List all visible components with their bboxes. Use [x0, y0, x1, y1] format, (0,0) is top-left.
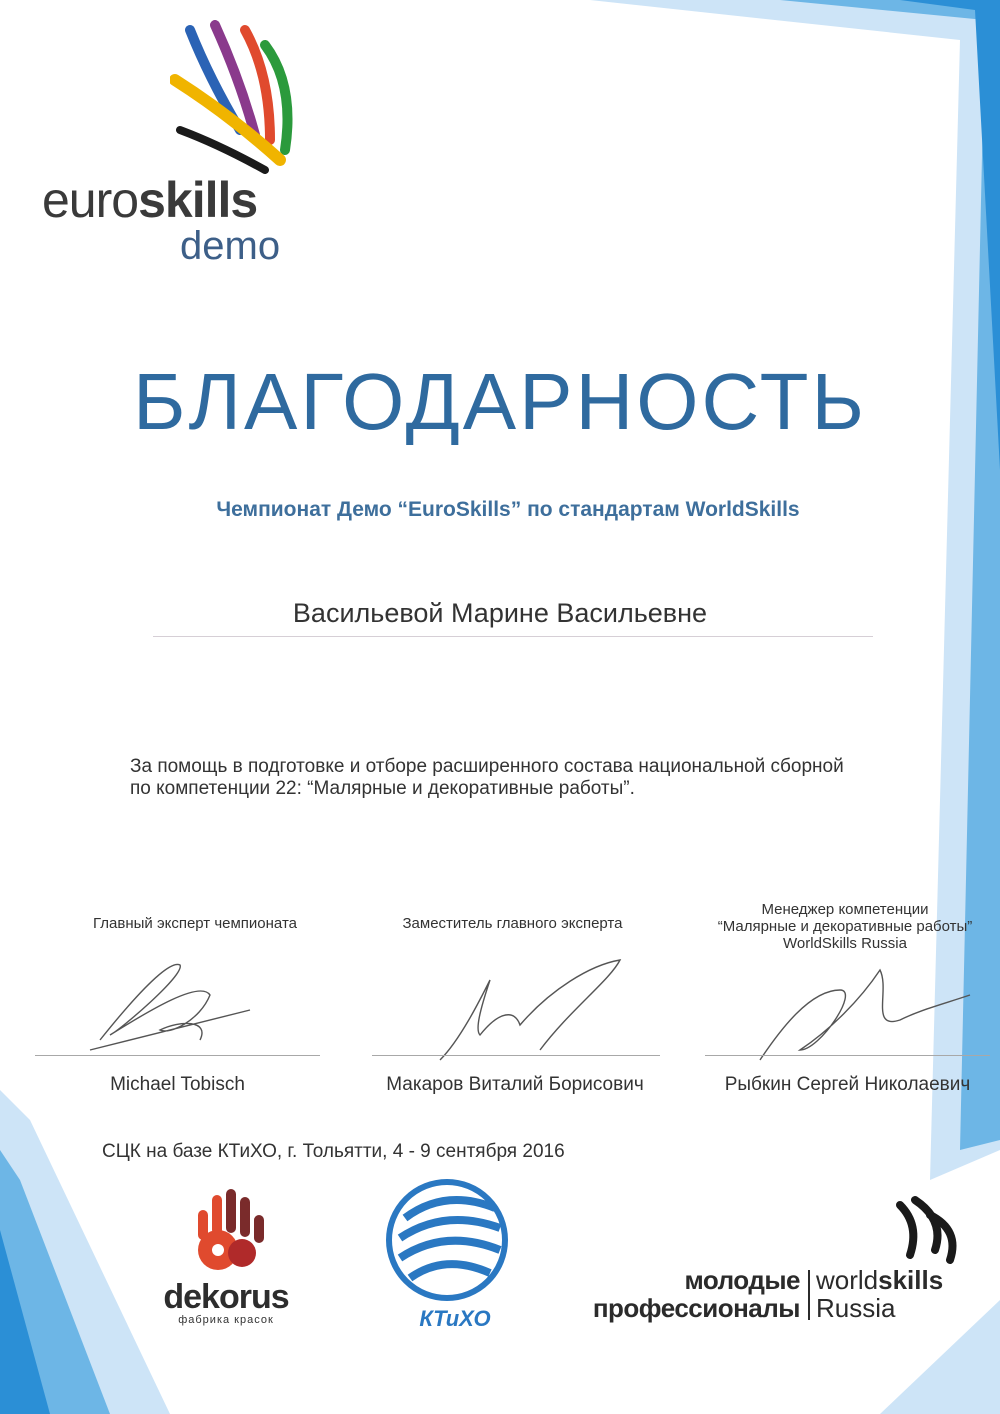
- recipient-name: Васильевой Марине Васильевне: [292, 598, 708, 628]
- signature-line-1: [35, 1055, 320, 1056]
- signature-name-1: Michael Tobisch: [110, 1074, 245, 1095]
- venue-text: СЦК на базе КТиХО, г. Тольятти, 4 - 9 сентября 2016: [102, 1141, 565, 1162]
- signature-role-1: Главный эксперт чемпионата: [92, 915, 297, 932]
- signature-3-icon: [740, 950, 980, 1080]
- ktiho-label: КТиХО: [419, 1306, 491, 1331]
- signature-name-2: Макаров Виталий Борисович: [386, 1074, 644, 1095]
- dekorus-tagline: фабрика красок: [178, 1314, 274, 1326]
- worldskills-wordmark: worldskills Russia: [816, 1265, 944, 1323]
- signature-1-icon: [60, 950, 260, 1060]
- signature-2-icon: [420, 950, 640, 1070]
- signature-line-2: [372, 1055, 660, 1056]
- signature-role-3: Менеджер компетенции “Малярные и декоративные работы” WorldSkills Russia: [717, 901, 973, 952]
- worldskills-divider: [808, 1270, 810, 1320]
- dekorus-logo: dekorus: [163, 1278, 289, 1316]
- worldskills-slogan: молодые профессионалы: [592, 1265, 800, 1323]
- reason-text: [130, 756, 930, 800]
- reason-line-2: по компетенции 22: “Малярные и декоративные работы”.: [130, 778, 635, 799]
- signature-line-3: [705, 1055, 990, 1056]
- page-title: БЛАГОДАРНОСТЬ: [132, 357, 868, 446]
- logo-demo: demo: [180, 224, 281, 268]
- worldskills-figure-icon: [890, 1195, 965, 1265]
- signature-role-2: Заместитель главного эксперта: [402, 915, 623, 932]
- dekorus-hand-icon: [190, 1185, 270, 1275]
- signature-name-3: Рыбкин Сергей Николаевич: [724, 1074, 971, 1095]
- ktiho-logo-icon: [385, 1178, 510, 1313]
- subtitle: Чемпионат Демо “EuroSkills” по стандартам WorldSkills: [216, 498, 800, 521]
- euroskills-logo-icon: [170, 20, 310, 180]
- name-underline: [153, 636, 873, 637]
- reason-line-1: За помощь в подготовке и отборе расширенного состава национальной сборной: [130, 756, 844, 777]
- logo-wordmark: euroskills: [42, 172, 258, 228]
